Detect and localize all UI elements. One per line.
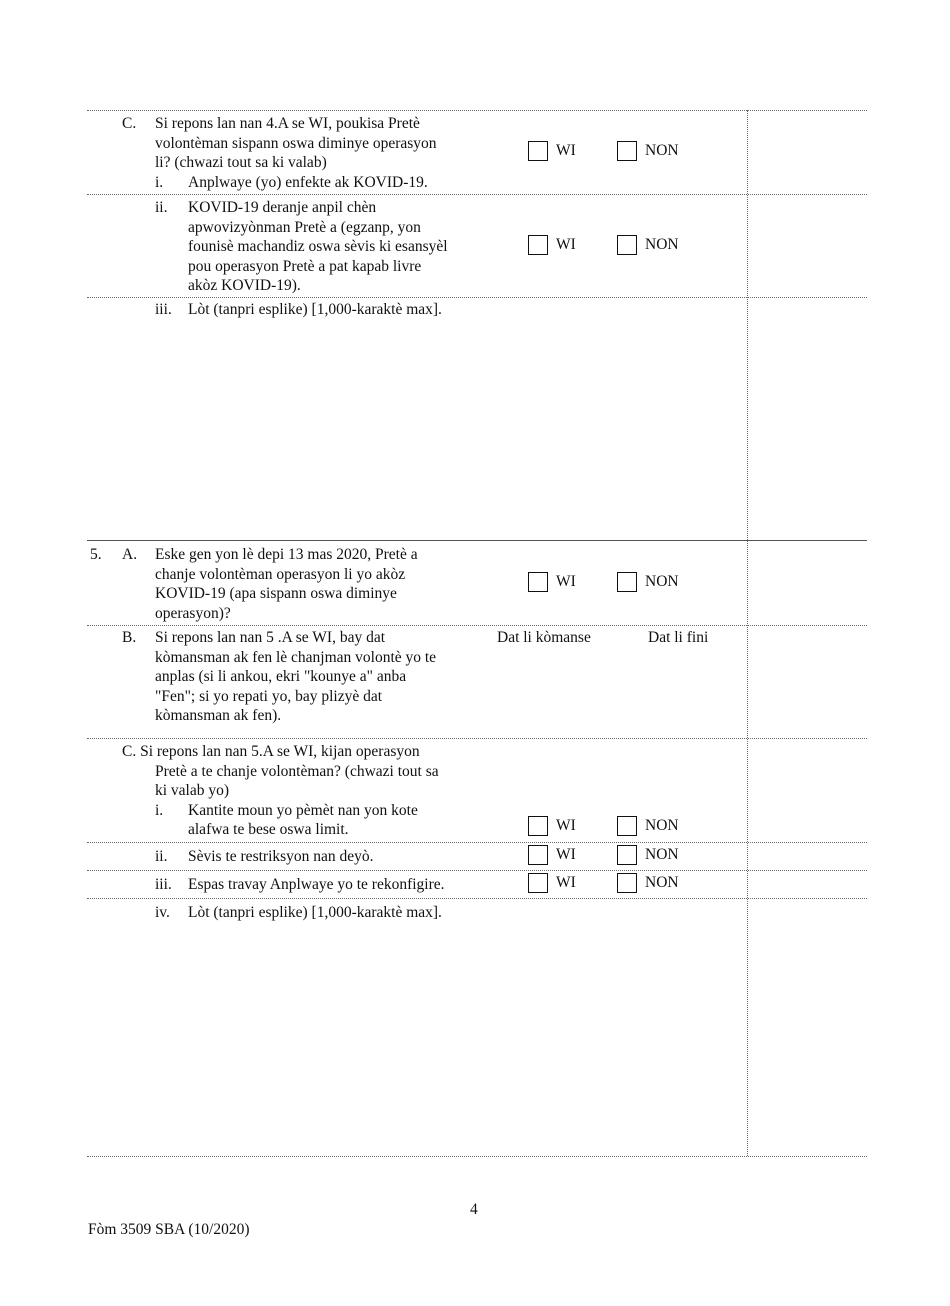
q5c-iv-num: iv. — [155, 904, 170, 921]
q5a-text-line-4: operasyon)? — [155, 604, 231, 622]
q4c-i-text: Anplwaye (yo) enfekte ak KOVID-19. — [188, 173, 428, 191]
q4c-ii-text-line-2: apwovizyònman Pretè a (egzanp, yon — [188, 218, 421, 236]
q4c-ii-no-checkbox[interactable] — [617, 235, 637, 255]
q5b-text-line-3: anplas (si li ankou, ekri "kounye a" anba — [155, 668, 407, 686]
q5c-text-line-3: ki valab yo) — [155, 782, 230, 800]
q5c-i-no-label: NON — [645, 817, 679, 834]
q5a-text-line-1: Eske gen yon lè depi 13 mas 2020, Pretè a — [155, 546, 418, 563]
q5c-iii-num: iii. — [155, 876, 172, 893]
rule-q5 — [87, 540, 867, 541]
q5a-no-checkbox[interactable] — [617, 572, 637, 592]
q5a-letter: A. — [122, 546, 138, 563]
form-id: Fòm 3509 SBA (10/2020) — [88, 1221, 250, 1238]
q4c-iii-text: Lòt (tanpri esplike) [1,000-karaktè max]. — [188, 301, 442, 318]
q4c-ii-text-line-5: akòz KOVID-19). — [188, 277, 301, 295]
rule-5c-i — [87, 842, 867, 843]
q5c-text-line-2: Pretè a te chanje volontèman? (chwazi tout sa — [155, 762, 439, 780]
q5c-ii-yes-checkbox[interactable] — [528, 845, 548, 865]
rule-5a — [87, 625, 867, 626]
q5b-text-line-5: kòmansman ak fen). — [155, 707, 282, 725]
q5b-start-date-label: Dat li kòmanse — [497, 629, 591, 646]
q4c-ii-yes-checkbox[interactable] — [528, 235, 548, 255]
q5c-i-text-line-1: Kantite moun yo pèmèt nan yon kote — [188, 801, 418, 819]
q5c-iii-no-label: NON — [645, 874, 679, 891]
q4c-i-yes-checkbox[interactable] — [528, 141, 548, 161]
q5c-iii-yes-label: WI — [556, 874, 576, 891]
q5a-no-label: NON — [645, 573, 679, 590]
q4c-ii-no-label: NON — [645, 236, 679, 253]
q4c-ii-yes-label: WI — [556, 236, 576, 253]
q4c-i-no-label: NON — [645, 142, 679, 159]
q5c-text-line-1: C. Si repons lan nan 5.A se WI, kijan operasyon — [122, 743, 420, 760]
q4c-i-num: i. — [155, 173, 164, 191]
q5c-i-text-line-2: alafwa te bese oswa limit. — [188, 821, 349, 839]
q5a-yes-label: WI — [556, 573, 576, 590]
q5-number: 5. — [90, 546, 102, 563]
q5c-ii-yes-label: WI — [556, 846, 576, 863]
rule-4c-ii — [87, 297, 867, 298]
q5b-text-line-4: "Fen"; si yo repati yo, bay plizyè dat — [155, 687, 383, 705]
q5c-iii-text: Espas travay Anplwaye yo te rekonfigire. — [188, 876, 445, 893]
q5c-ii-no-checkbox[interactable] — [617, 845, 637, 865]
rule-5c-ii — [87, 870, 867, 871]
page-number: 4 — [470, 1201, 478, 1218]
q5c-i-num: i. — [155, 801, 164, 819]
q5a-text-line-2: chanje volontèman operasyon li yo akòz — [155, 565, 406, 583]
q4c-text-line-2: volontèman sispann oswa diminye operasyon — [155, 134, 437, 152]
q5a-text-line-3: KOVID-19 (apa sispann oswa diminye — [155, 585, 397, 603]
q4c-i-no-checkbox[interactable] — [617, 141, 637, 161]
q5c-i-yes-label: WI — [556, 817, 576, 834]
q5b-text-line-2: kòmansman ak fen lè chanjman volontè yo te — [155, 648, 437, 666]
q4c-text-line-3: li? (chwazi tout sa ki valab) — [155, 154, 327, 172]
q4c-ii-text-line-1: KOVID-19 deranje anpil chèn — [188, 199, 377, 216]
rule-bottom — [87, 1156, 867, 1157]
q4c-letter: C. — [122, 115, 137, 132]
column-divider — [747, 110, 748, 1156]
q4c-ii-text-line-4: pou operasyon Pretè a pat kapab livre — [188, 257, 422, 275]
q5c-ii-num: ii. — [155, 848, 168, 865]
q5a-yes-checkbox[interactable] — [528, 572, 548, 592]
q4c-iii-num: iii. — [155, 301, 172, 318]
q5b-letter: B. — [122, 629, 137, 646]
q5c-iii-yes-checkbox[interactable] — [528, 873, 548, 893]
q4c-text-line-1: Si repons lan nan 4.A se WI, poukisa Pretè — [155, 115, 420, 132]
q5c-ii-no-label: NON — [645, 846, 679, 863]
rule-5b — [87, 738, 867, 739]
rule-5c-iii — [87, 898, 867, 899]
rule-4c-i — [87, 194, 867, 195]
q5c-i-yes-checkbox[interactable] — [528, 816, 548, 836]
q4c-i-yes-label: WI — [556, 142, 576, 159]
q4c-ii-num: ii. — [155, 199, 168, 216]
q5c-iii-no-checkbox[interactable] — [617, 873, 637, 893]
rule-top — [87, 110, 867, 111]
q5b-end-date-label: Dat li fini — [648, 629, 709, 646]
q5c-i-no-checkbox[interactable] — [617, 816, 637, 836]
q4c-ii-text-line-3: founisè machandiz oswa sèvis ki esansyèl — [188, 238, 448, 256]
q5b-text-line-1: Si repons lan nan 5 .A se WI, bay dat — [155, 629, 386, 646]
q5c-iv-text: Lòt (tanpri esplike) [1,000-karaktè max]. — [188, 904, 442, 921]
q5c-ii-text: Sèvis te restriksyon nan deyò. — [188, 848, 374, 865]
